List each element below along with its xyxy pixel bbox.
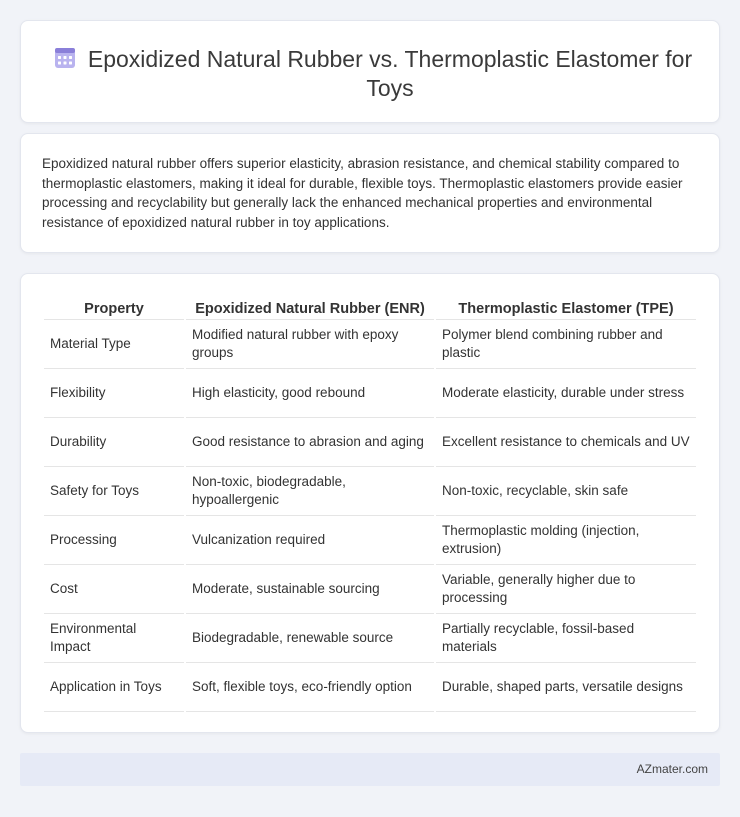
table-row [44,663,696,712]
header-tpe: Thermoplastic Elastomer (TPE) [436,296,696,320]
property-cell: Safety for Toys [44,467,184,516]
tpe-cell: Non-toxic, recyclable, skin safe [436,467,696,516]
summary-paragraph: Epoxidized natural rubber offers superior elasticity, abrasion resistance, and chemical stability compared to thermoplastic elastomers, making it ideal for durable, flexible toys. Thermoplastic elastomers provide easier processing and recyclability but generally lack the enhanced mechanical properties and environmental resistance of epoxidized natural rubber in toy applications. [42,156,683,230]
header-property: Property [44,296,184,320]
property-cell: Application in Toys [44,663,184,712]
tpe-cell: Polymer blend combining rubber and plastic [436,320,696,369]
enr-cell: High elasticity, good rebound [186,369,434,418]
enr-cell: Modified natural rubber with epoxy groups [186,320,434,369]
enr-cell: Non-toxic, biodegradable, hypoallergenic [186,467,434,516]
table-row [44,467,696,516]
tpe-cell: Partially recyclable, fossil-based materials [436,614,696,663]
property-cell: Material Type [44,320,184,369]
header-enr: Epoxidized Natural Rubber (ENR) [186,296,434,320]
tpe-cell: Excellent resistance to chemicals and UV [436,418,696,467]
tpe-cell: Moderate elasticity, durable under stress [436,369,696,418]
page-title: Epoxidized Natural Rubber vs. Thermoplastic Elastomer for Toys [87,46,693,101]
property-cell: Environmental Impact [44,614,184,663]
tpe-cell: Durable, shaped parts, versatile designs [436,663,696,712]
table-row [44,418,696,467]
footer-brand-link[interactable]: AZmater.com [636,762,708,776]
table-row [44,516,696,565]
enr-cell: Moderate, sustainable sourcing [186,565,434,614]
comparison-table-card [20,273,720,733]
tpe-cell: Thermoplastic molding (injection, extrusion) [436,516,696,565]
property-cell: Processing [44,516,184,565]
property-cell: Flexibility [44,369,184,418]
enr-cell: Biodegradable, renewable source [186,614,434,663]
enr-cell: Soft, flexible toys, eco-friendly option [186,663,434,712]
comparison-table [42,296,698,712]
enr-cell: Good resistance to abrasion and aging [186,418,434,467]
footer-bar [20,753,720,786]
table-row [44,614,696,663]
summary-card [20,133,720,253]
title-card [20,20,720,123]
table-row [44,369,696,418]
property-cell: Cost [44,565,184,614]
table-header-row [44,296,696,320]
table-row [44,565,696,614]
table-row [44,320,696,369]
tpe-cell: Variable, generally higher due to processing [436,565,696,614]
enr-cell: Vulcanization required [186,516,434,565]
property-cell: Durability [44,418,184,467]
